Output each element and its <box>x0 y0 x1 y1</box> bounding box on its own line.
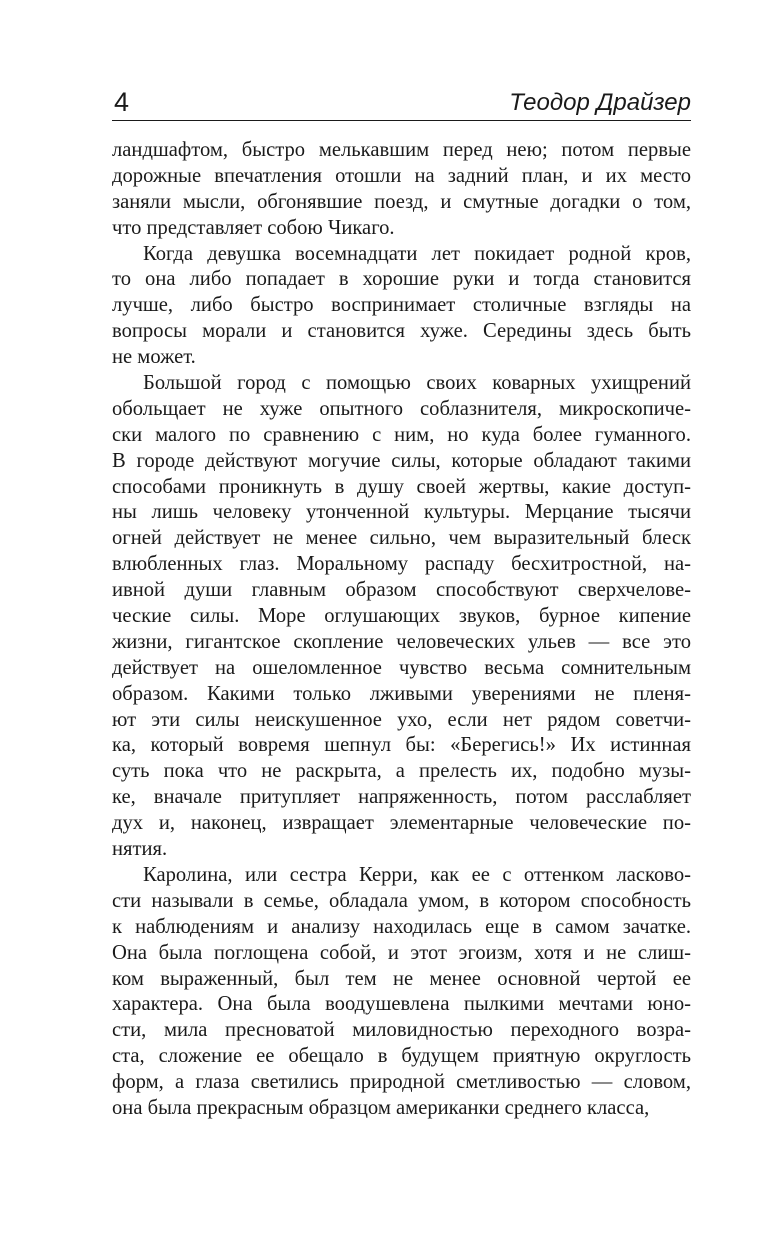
text-line: действует на ошеломленное чувство весьма сомнительным <box>112 656 691 679</box>
text-line: заняли мысли, обгонявшие поезд, и смутные догадки о том, <box>112 190 691 213</box>
text-line: способами проникнуть в душу своей жертвы, какие доступ- <box>112 475 691 498</box>
paragraph <box>112 138 691 242</box>
running-title: Теодор Драйзер <box>509 89 691 116</box>
text-line: Когда девушка восемнадцати лет покидает родной кров, <box>143 242 691 265</box>
text-line: Каролина, или сестра Керри, как ее с оттенком ласково- <box>143 863 691 886</box>
text-line: нятия. <box>112 838 168 861</box>
text-line: жизни, гигантское скопление человеческих ульев — все это <box>112 630 691 653</box>
text-line: лучше, либо быстро воспринимает столичные взгляды на <box>112 294 691 317</box>
text-line: ют эти силы неискушенное ухо, если нет рядом советчи- <box>112 708 691 731</box>
text-line: ландшафтом, быстро мелькавшим перед нею; потом первые <box>112 139 691 161</box>
text-line: влюбленных глаз. Моральному распаду бесхитростной, на- <box>112 553 691 576</box>
text-line: характера. Она была воодушевлена пылкими мечтами юно- <box>112 993 691 1016</box>
text-line: В городе действуют могучие силы, которые обладают такими <box>112 449 691 472</box>
paragraph <box>112 371 691 863</box>
text-line: не может. <box>112 346 196 369</box>
text-line: ски малого по сравнению с ним, но куда более гуманного. <box>112 423 691 446</box>
text-line: ком выраженный, был тем не менее основной чертой ее <box>112 967 691 990</box>
text-line: она была прекрасным образцом американки среднего класса, <box>112 1096 650 1119</box>
text-line: ивной души главным образом способствуют сверхчелове- <box>112 579 691 602</box>
running-head <box>112 86 691 121</box>
text-line: ка, который вовремя шепнул бы: «Берегись!» Их истинная <box>112 734 691 757</box>
text-line: к наблюдениям и анализу находилась еще в самом зачатке. <box>112 915 691 938</box>
text-line: суть пока что не раскрыта, а прелесть их, подобно музы- <box>112 760 691 783</box>
text-line: образом. Какими только лживыми уверениями не пленя- <box>112 682 691 705</box>
paragraph <box>112 863 691 1122</box>
paragraph <box>112 242 691 371</box>
text-line: ны лишь человеку утонченной культуры. Мерцание тысячи <box>112 501 691 524</box>
text-line: сти, мила пресноватой миловидностью переходного возра- <box>112 1019 691 1042</box>
text-line: Большой город с помощью своих коварных ухищрений <box>143 372 691 395</box>
text-line: дух и, наконец, извращает элементарные человеческие по- <box>112 812 691 835</box>
text-line: дорожные впечатления отошли на задний план, и их место <box>112 164 691 187</box>
body-text <box>112 138 691 1122</box>
text-line: что представляет собою Чикаго. <box>112 216 395 239</box>
book-page <box>112 86 691 1122</box>
text-line: обольщает не хуже опытного соблазнителя, микроскопиче- <box>112 397 691 420</box>
text-line: вопросы морали и становится хуже. Середины здесь быть <box>112 320 691 343</box>
text-line: сти называли в семье, обладала умом, в котором способность <box>112 889 691 912</box>
text-line: ке, вначале притупляет напряженность, потом расслабляет <box>112 786 691 809</box>
page-number: 4 <box>114 87 130 117</box>
text-line: ста, сложение ее обещало в будущем приятную округлость <box>112 1045 691 1068</box>
text-line: огней действует не менее сильно, чем выразительный блеск <box>112 527 691 550</box>
text-line: Она была поглощена собой, и этот эгоизм, хотя и не слиш- <box>112 941 691 964</box>
text-line: форм, а глаза светились природной сметливостью — словом, <box>112 1071 691 1094</box>
text-line: ческие силы. Море оглушающих звуков, бурное кипение <box>112 605 691 628</box>
text-line: то она либо попадает в хорошие руки и тогда становится <box>112 268 691 291</box>
